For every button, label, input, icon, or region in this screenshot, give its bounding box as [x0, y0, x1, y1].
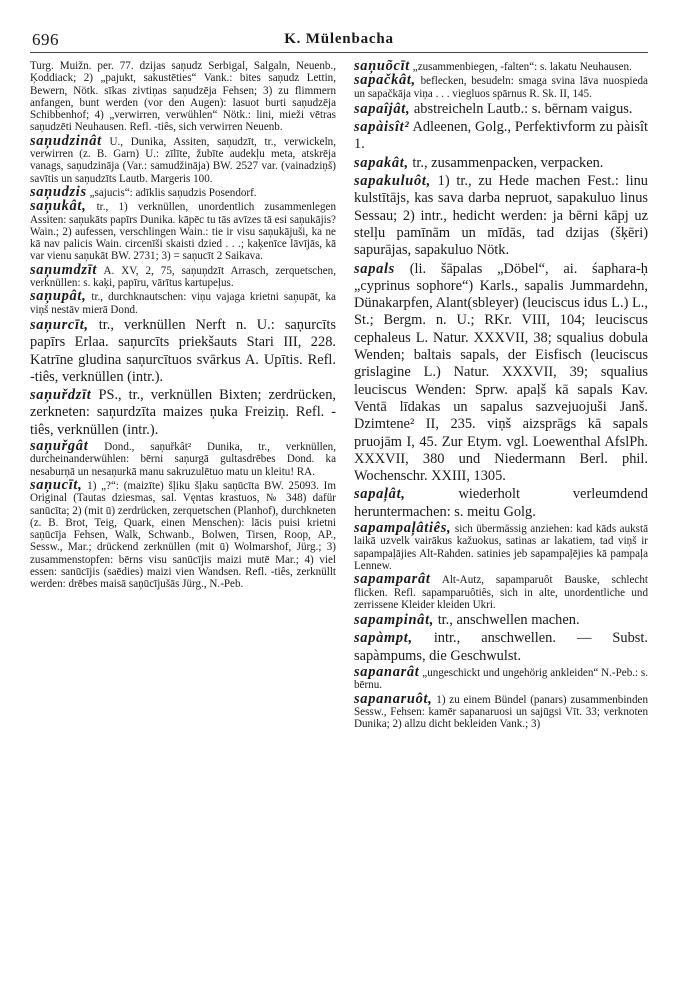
entry-headword: saņudzinât [30, 132, 102, 149]
dictionary-entry [30, 317, 336, 386]
dictionary-entry [30, 476, 336, 591]
right-column [354, 60, 648, 990]
entry-headword: sapanarât [354, 663, 420, 680]
entry-headword: sapampaļâtiês, [354, 520, 452, 537]
entry-text: Adleenen, Golg., Perfektivform zu pàisît 1. [354, 119, 648, 153]
dictionary-entry [30, 290, 336, 316]
entry-headword: saņucīt, [30, 476, 83, 493]
entry-text: PS., tr., verknüllen Bixten; zerdrücken, zerkneten: saņurdzīta maizes ņuka Freiziņ. Refl. -tiês, verknüllen (intr.). [30, 387, 336, 438]
entry-headword: sapanaruôt, [354, 690, 433, 707]
dictionary-entry [354, 630, 648, 665]
entry-text: 1) „?“: (maizīte) šļiku šļaku saņūcīta BW. 25093. Im Original (Tautas dziesmas, sal. Vęntas krastuos, № 348) dafür sanūcīta; 2) (mit ū) zerdrücken, zerquetschen (Planhof), durchkneten (z. B. Brot, Teig, Quark, einen Menschen): lācis puisi krietni saņūcīja Fehsen, Walk, Schwanb., Bolwen, Tirsen, Roop, AP., Sessw., Mar.; drückend zerknüllen (mit ū) Wolmarshof, Jürg.; 3) zusammenstopfen: bērns visu sanūcījis maizi mutē Mar.; 4) viel essen: sanūcījis (saēdies) maizi vien Wandsen. Refl. -tiês, zerknüllt werden: drēbes maisā saņūcījušās Jürg., N.-Peb. [30, 479, 336, 591]
entry-headword: sapaļât, [354, 486, 406, 503]
dictionary-entry [354, 101, 648, 118]
entry-text: tr., anschwellen machen. [437, 612, 580, 629]
dictionary-entry [354, 74, 648, 100]
dictionary-entry [354, 155, 648, 172]
entry-headword: sapals [354, 260, 395, 277]
entry-headword: saņuõcīt [354, 60, 410, 74]
dictionary-entry [354, 60, 648, 73]
page-number: 696 [32, 30, 59, 49]
entry-headword: sapakât, [354, 154, 409, 171]
entry-headword: sapačkât, [354, 72, 416, 89]
entry-text: tr., verknüllen Nerft n. U.: saņurcīts papīrs Erlaa. saņurcīts priekšauts Stari III, 228. Katrīne gludina saņurcītuos svārkus A. Upītis. Refl. -tiês, verknüllen (intr.). [30, 316, 336, 385]
entry-text: tr., durchknautschen: viņu vajaga krietni saņupāt, ka viņš nestāv mierā Dond. [30, 291, 336, 316]
dictionary-entry [354, 522, 648, 572]
entry-headword: saņukât, [30, 198, 87, 215]
dictionary-entry [30, 60, 336, 134]
entry-text: „ungeschickt und ungehörig ankleiden“ N.-Peb.: s. bērnu. [354, 666, 648, 692]
dictionary-entry [30, 261, 336, 290]
dictionary-entry [354, 612, 648, 629]
running-head-author: K. Mülenbacha [284, 31, 394, 47]
entry-headword: saņudzis [30, 183, 87, 200]
entry-text: Dond., saņuřkât² Dunika, tr., verknüllen, durcheinanderwühlen: bērni saņurgā gultasdrēbes Dond. ka nesaburņā un nesaņurkā manu sakruzulētuo matu un kleitu! RA. [30, 441, 336, 478]
dictionary-entry [354, 573, 648, 611]
entry-headword: sapampinât, [354, 612, 435, 629]
entry-text: Turg. Muižn. per. 77. dzijas saņudz Serbigal, Salgaln, Neuenb., Ķoddiack; 2) „pajukt, sakustēties“ Vank.: bites saņudz Lettin, Bewern, Nötk. sīkas zivtiņas saņudzēja Fehsen; 3) zu flimmern anfangen, bunt werden (vor den Augen): lasuot burti saņudzēja Schibbenhof; 4) „verwirren, verwühlen“ Nötk.: lini, mieži vētras saņudzēti Neuhausen. Refl. -tiês, sich verwirren Neuenb. [30, 60, 336, 134]
entry-headword: saņupât, [30, 288, 87, 305]
entry-text: 1) tr., zu Hede machen Fest.: linu kulstītājs, kas sava darba nepruot, sapakuluo linus Sessau; 2) intr., hedicht werden: ja bērni kāpj uz stelļu pamīnām un mīdās, tad dzijas (šķēri) sapurājas, sapakuluo Nötk. [354, 173, 648, 259]
entry-headword: sapàisît² [354, 119, 410, 136]
entry-text: wiederholt verleumdend heruntermachen: s. meitu Golg. [354, 486, 648, 520]
dictionary-entry [30, 387, 336, 439]
dictionary-entry [30, 183, 336, 200]
dictionary-entry [354, 261, 648, 486]
running-header [30, 26, 648, 54]
dictionary-entry [354, 173, 648, 259]
dictionary-entry [30, 200, 336, 262]
entry-headword: saņuřgât [30, 438, 89, 455]
entry-headword: sapaîjât, [354, 100, 411, 117]
entry-headword: saņuřdzīt [30, 387, 92, 404]
dictionary-entry [354, 119, 648, 154]
entry-text: „sajucis“: adīklis saņudzis Posendorf. [89, 186, 257, 199]
dictionary-entry [30, 440, 336, 478]
entry-text: intr., anschwellen. — Subst. sapàmpums, die Geschwulst. [354, 630, 648, 664]
entry-headword: saņurcīt, [30, 316, 89, 333]
entry-text: U., Dunika, Assiten, saņudzīt, tr., verwickeln, verwirren (z. B. Garn) U.: zīlīte, žubīte audekļu meta, atskrēja vanags, saņudzināja (Var.: samudžināja) BW. 2527 var. (vainadziņš) savītis un saņudzīts Lautb. Margeris 100. [30, 135, 336, 185]
dictionary-entry [354, 486, 648, 521]
entry-text: Alt-Autz, sapamparuôt Bauske, schlecht flicken. Refl. sapamparuôtiês, sich in alte, unordentliche und zerrissene Kleider kleiden Ukri. [354, 574, 648, 611]
entry-headword: sapamparât [354, 571, 431, 588]
entry-text: abstreicheln Lautb.: s. bērnam vaigus. [413, 100, 633, 117]
header-rule [30, 52, 648, 53]
entry-text: (li. šāpalas „Döbel“, ai. śaphara-ḥ „cyprinus sophore“) Karls., sapalis Jummardehn, Dünakarpfen, Alant(sbleyer) (leuciscus idus L.) L., St.; Bergm. n. U.; RKr. VIII, 104; leuciscus cephaleus L. Natur. XXXVII, 38; squalius dobula Wenden; baltais sapals, der Eisfisch (leuciscus grislagine L.) Natur. XXXVII, 39; squalius leuciscus Wenden: Sprw. apaļš kā sapals Kav. Ventā līdakas un sapalus sazvejuojuši Janš. Dzimtene² II, 235. viņš aizsprāgs kā sapals pruojām I, 45. Zur Etym. vgl. Loewenthal AfslPh. XXXVII, 380 und Niedermann Berl. phil. Wochenschr. XXIII, 1305. [354, 260, 648, 485]
entry-text: 1) zu einem Bündel (panars) zusammenbinden Sessw., Fehsen: kamēr sapanaruosi un sajūgsi Vīt. 33; verknoten Dunika; 2) allzu dicht bekleiden Vank.; 3) [354, 693, 648, 731]
entry-headword: sapàmpt, [354, 630, 413, 647]
entry-headword: saņumdzīt [30, 261, 98, 278]
entry-text: „zusammenbiegen, -falten“: s. lakatu Neuhausen. [412, 61, 632, 73]
entry-text: beflecken, besudeln: smaga svina lāva nuospieda un sapačkāja viņa . . . viegluos spārnus R. Sk. II, 145. [354, 75, 648, 100]
entry-headword: sapakuluôt, [354, 173, 431, 190]
dictionary-entry [30, 132, 336, 185]
left-column [30, 60, 336, 990]
entry-text: A. XV, 2, 75, saņuņdzīt Arrasch, zerquetschen, verknüllen: s. kaķi, papīru, vārītus kartupeļus. [30, 264, 336, 290]
entry-text: sich übermässig anziehen: kad kāds aukstā laikā uzvelk vairākus kažuokus, satinas ar lakatiem, tad viņš ir sapampaļājies Alt-Rahden. satinies jeb sapampaļējies kā pampaļa Lennew. [354, 523, 648, 572]
entry-text: tr., 1) verknüllen, unordentlich zusammenlegen Assiten: saņukāts papīrs Dunika. kāpēc tu tās avīzes tā esi saņukājis? Wain.; 2) aufessen, verschlingen Wain.: tie ir visu saņukājuši, ka ne kā nav palicis Wain. circenīši skaisti dzied . . .; kaķenīce lāvījās, kā var vienu saņukāt BW. 2731; 3) = saņucīt 2 Saikava. [30, 201, 336, 263]
dictionary-entry [354, 663, 648, 692]
entry-text: tr., zusammenpacken, verpacken. [412, 154, 604, 171]
dictionary-entry [354, 690, 648, 731]
